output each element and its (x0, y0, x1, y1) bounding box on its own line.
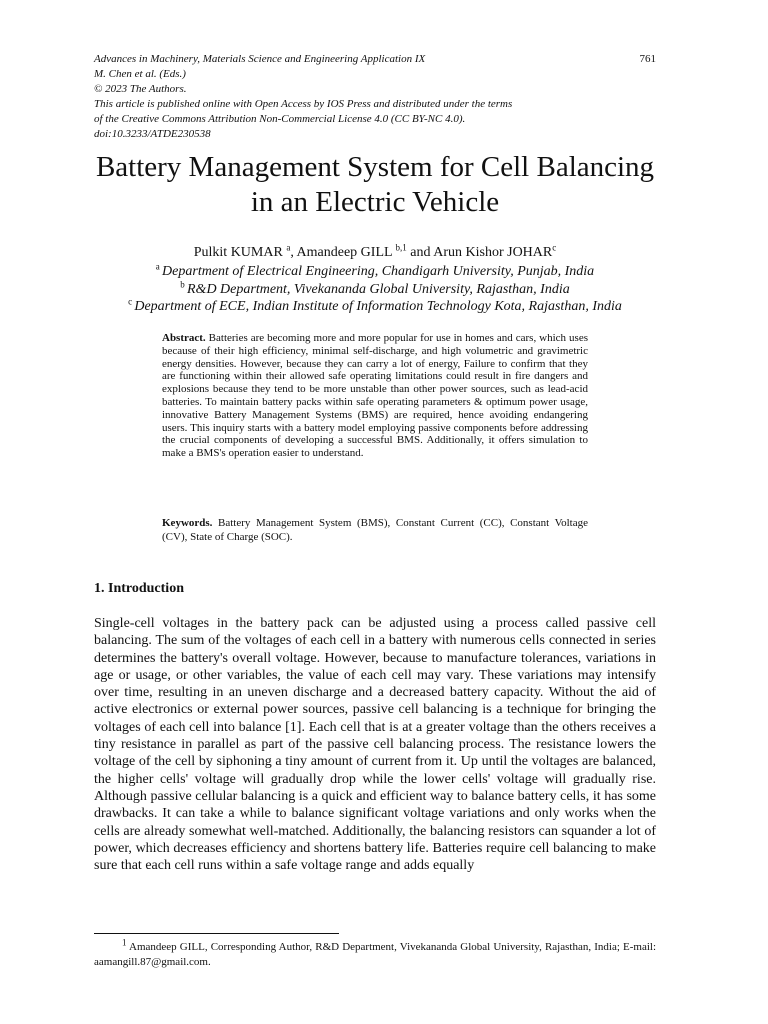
affiliation-text: Department of Electrical Engineering, Chandigarh University, Punjab, India (162, 264, 595, 279)
editors: M. Chen et al. (Eds.) (94, 68, 186, 80)
keywords-label: Keywords. (162, 517, 213, 529)
keywords (162, 516, 588, 544)
keywords-text: Battery Management System (BMS), Constant Current (CC), Constant Voltage (CV), State of Charge (SOC). (162, 517, 588, 543)
author-2-affil-mark: b,1 (395, 242, 407, 253)
author-list (94, 244, 656, 262)
affiliation-mark: c (128, 296, 135, 307)
copyright: © 2023 The Authors. (94, 83, 187, 95)
author-1: Pulkit KUMAR (193, 245, 287, 260)
running-header (94, 52, 656, 142)
affiliations (94, 263, 656, 316)
paper-title: Battery Management System for Cell Balancing in an Electric Vehicle (95, 151, 655, 218)
footnote-mark: 1 (122, 937, 127, 948)
abstract-label: Abstract. (162, 332, 206, 344)
section-heading: 1. Introduction (94, 581, 184, 596)
author-3: and Arun Kishor JOHAR (406, 245, 553, 260)
affiliation-mark: b (180, 278, 187, 289)
doi: doi:10.3233/ATDE230538 (94, 128, 211, 140)
abstract (162, 332, 588, 460)
book-title: Advances in Machinery, Materials Science and Engineering Application IX (94, 53, 426, 65)
affiliation-mark: a (155, 261, 163, 272)
affiliation-b (94, 278, 656, 299)
body-paragraph: Single-cell voltages in the battery pack can be adjusted using a process called passive cell balancing. The sum of the voltages of each cell in a battery with numerous cells connected in series determines the battery's overall voltage. However, because to manufacture tolerances, variations in age or usage, or other variables, the value of each cell may vary. These variations may intensify over time, resulting in an uneven discharge and a decreased battery capacity. Without the aid of active electronics or external power sources, passive cell balancing is a technique for bringing the voltages of each cell into balance [1]. Each cell that is at a greater voltage than the others receives a tiny resistance in parallel as part of the passive cell balancing process. The resistance lowers the voltage of the cell by siphoning a tiny amount of current from it. Up until the voltages are balanced, the higher cells' voltage will gradually drop while the lower cells' voltage will gradually rise. Although passive cellular balancing is a quick and efficient way to balance battery cells, it has some drawbacks. It can take a while to balance significant voltage variations and only works when the cells are already somewhat well-matched. Additionally, the balancing resistors can squander a lot of power, which decreases efficiency and shortens battery life. Batteries require cell balancing to make sure that each cell runs within a safe voltage range and adds equally (94, 616, 656, 874)
footnote-text: Amandeep GILL, Corresponding Author, R&D Department, Vivekananda Global University, Rajasthan, India; E-mail: aamangill.87@gmail.com. (94, 941, 656, 968)
affiliation-c (94, 298, 656, 316)
footnote (94, 937, 656, 970)
author-3-affil-mark: c (552, 242, 557, 253)
abstract-text: Batteries are becoming more and more popular for use in homes and cars, which uses because of their high efficiency, minimal self-discharge, and high volumetric and gravimetric energy densities. However, because they can carry a lot of energy, Failure to confirm that they are functioning within their allowed safe operating limitations could result in fire dangers and explosions because they tend to be more unstable than other power sources, such as lead-acid batteries. To maintain battery packs within safe operating parameters & optimum power usage, innovative Battery Management Systems (BMS) are required, hence avoiding endangering users. This inquiry starts with a battery model employing passive components before addressing the crucial components of developing a successful BMS. Additionally, it offers simulation to make a BMS's operation easier to understand. (162, 332, 588, 460)
author-2: , Amandeep GILL (290, 245, 396, 260)
affiliation-a (94, 263, 656, 281)
license-line-2: of the Creative Commons Attribution Non-Commercial License 4.0 (CC BY-NC 4.0). (94, 113, 466, 125)
footnote-rule (94, 933, 339, 934)
affiliation-text: Department of ECE, Indian Institute of Information Technology Kota, Rajasthan, India (134, 299, 622, 314)
author-1-affil-mark: a (286, 242, 291, 253)
page-number: 761 (639, 53, 656, 65)
affiliation-text: R&D Department, Vivekananda Global University, Rajasthan, India (187, 281, 570, 297)
license-line-1: This article is published online with Open Access by IOS Press and distributed under the terms (94, 98, 513, 110)
